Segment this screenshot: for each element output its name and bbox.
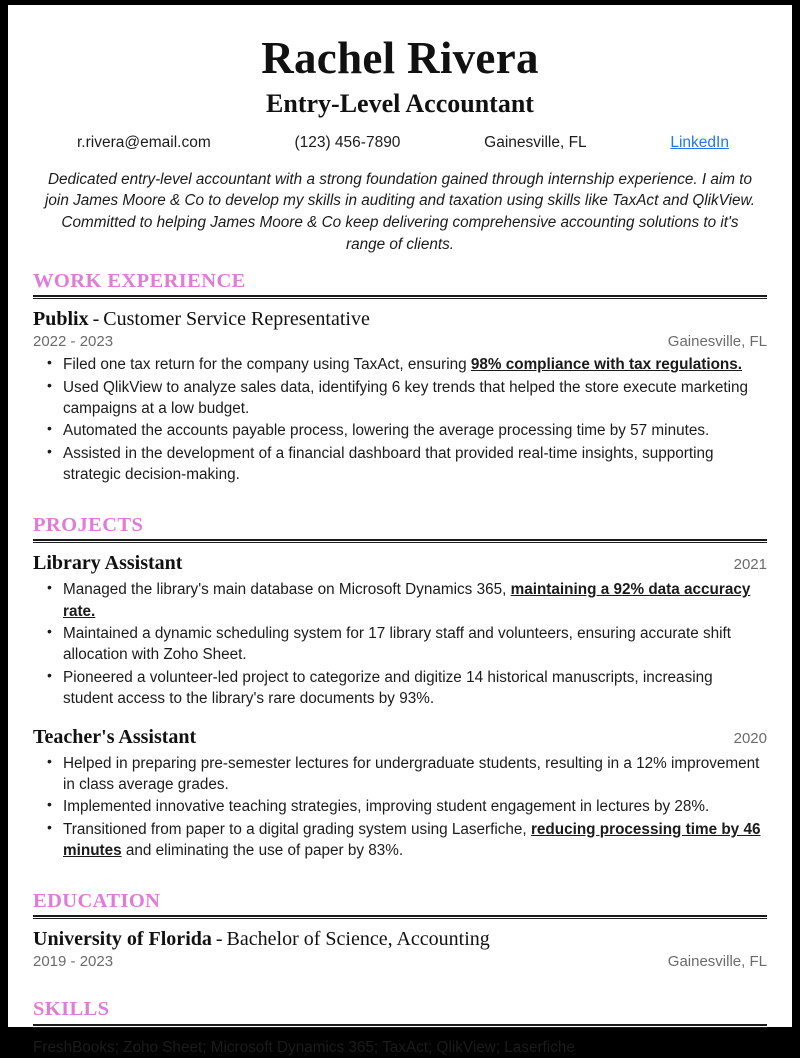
bullet-highlight: maintaining a 92% data accuracy rate. bbox=[63, 581, 751, 620]
project-entry-year: 2021 bbox=[733, 556, 767, 574]
section-divider bbox=[33, 539, 767, 543]
section-skills bbox=[33, 998, 767, 1058]
professional-summary: Dedicated entry-level accountant with a strong foundation gained through internship experience. I aim to join James Moore & Co to develop my skills in auditing and taxation using skills like TaxAct and QlikView. Committed to helping James Moore & Co keep delivering comprehensive accounting solutions to it's range of clients. bbox=[45, 170, 755, 253]
contact-location: Gainesville, FL bbox=[484, 133, 587, 151]
education-location: Gainesville, FL bbox=[667, 953, 767, 971]
education-entry-meta bbox=[33, 953, 767, 970]
project-entry-title: Teacher's Assistant bbox=[33, 725, 197, 748]
work-entry-organization: Publix bbox=[33, 308, 89, 331]
list-item bbox=[33, 443, 767, 486]
contact-email[interactable]: r.rivera@email.com bbox=[77, 133, 211, 151]
resume-page bbox=[8, 5, 792, 1056]
section-heading-education: EDUCATION bbox=[33, 889, 161, 912]
section-heading-skills: SKILLS bbox=[33, 998, 110, 1021]
job-title: Entry-Level Accountant bbox=[266, 89, 534, 119]
title-separator: - bbox=[215, 928, 223, 951]
list-item bbox=[33, 377, 767, 420]
section-divider bbox=[33, 1024, 767, 1028]
bullet-highlight: 98% compliance with tax regulations. bbox=[470, 356, 743, 374]
education-degree: Bachelor of Science, Accounting bbox=[226, 928, 490, 951]
bullet-text: Implemented innovative teaching strategies, improving student engagement in lectures by 28%. bbox=[63, 798, 710, 816]
project-entry bbox=[33, 725, 767, 862]
resume-header bbox=[33, 35, 767, 152]
list-item bbox=[33, 667, 767, 710]
section-spacer bbox=[33, 970, 767, 984]
contact-row bbox=[33, 134, 767, 152]
work-entry-title-row bbox=[33, 307, 767, 331]
work-entry-role: Customer Service Representative bbox=[103, 308, 370, 331]
section-heading-projects: PROJECTS bbox=[33, 513, 144, 536]
section-heading-work-experience: WORK EXPERIENCE bbox=[33, 269, 246, 292]
bullet-text: Automated the accounts payable process, lowering the average processing time by 57 minutes. bbox=[63, 422, 710, 440]
list-item bbox=[33, 354, 767, 375]
work-entry-bullets bbox=[33, 354, 767, 485]
project-entry-bullets bbox=[33, 579, 767, 709]
project-entry-title-row bbox=[33, 725, 767, 749]
education-dates: 2019 - 2023 bbox=[33, 953, 114, 971]
work-entry-title bbox=[33, 307, 370, 331]
project-entry-title-row bbox=[33, 551, 767, 575]
linkedin-link[interactable]: LinkedIn bbox=[670, 133, 729, 151]
education-entry-title bbox=[33, 927, 767, 951]
page-title: Rachel Rivera bbox=[261, 33, 539, 83]
project-entry-bullets bbox=[33, 753, 767, 862]
education-entry bbox=[33, 927, 767, 970]
bullet-text: Helped in preparing pre-semester lectures for undergraduate students, resulting in a 12% improvement in class average grades. bbox=[63, 754, 760, 793]
work-entry bbox=[33, 307, 767, 485]
contact-phone[interactable]: (123) 456-7890 bbox=[294, 133, 401, 151]
list-item bbox=[33, 623, 767, 666]
bullet-highlight: reducing processing time by 46 minutes bbox=[63, 820, 761, 860]
title-separator: - bbox=[92, 308, 100, 331]
project-entry bbox=[33, 551, 767, 709]
section-spacer bbox=[33, 862, 767, 876]
work-entry-location: Gainesville, FL bbox=[667, 333, 767, 351]
bullet-text: Assisted in the development of a financial dashboard that provided real-time insights, supporting strategic decision-making. bbox=[63, 444, 714, 484]
project-entry-title: Library Assistant bbox=[33, 552, 183, 575]
section-work-experience bbox=[33, 270, 767, 486]
bullet-text: Pioneered a volunteer-led project to categorize and digitize 14 historical manuscripts, increasing student access to the library's rare documents by 93%. bbox=[63, 668, 713, 708]
bullet-text: Transitioned from paper to a digital grading system using Laserfiche, bbox=[63, 820, 531, 838]
bullet-text-after: and eliminating the use of paper by 83%. bbox=[121, 842, 404, 860]
list-item bbox=[33, 420, 767, 441]
work-entry-meta bbox=[33, 333, 767, 350]
work-entry-dates: 2022 - 2023 bbox=[33, 333, 114, 351]
bullet-text: Filed one tax return for the company using TaxAct, ensuring bbox=[63, 356, 471, 374]
bullet-text: Maintained a dynamic scheduling system for 17 library staff and volunteers, ensuring accurate shift allocation with Zoho Sheet. bbox=[63, 624, 732, 664]
section-education bbox=[33, 890, 767, 971]
bullet-text: Used QlikView to analyze sales data, identifying 6 key trends that helped the store execute marketing campaigns at a low budget. bbox=[63, 378, 749, 417]
section-projects bbox=[33, 514, 767, 862]
skills-list: FreshBooks; Zoho Sheet; Microsoft Dynamics 365; TaxAct; QlikView; Laserfiche bbox=[33, 1038, 575, 1056]
list-item bbox=[33, 753, 767, 796]
education-school: University of Florida bbox=[33, 928, 212, 951]
section-divider bbox=[33, 295, 767, 299]
section-divider bbox=[33, 915, 767, 919]
bullet-text: Managed the library's main database on Microsoft Dynamics 365, bbox=[63, 581, 511, 599]
project-entry-year: 2020 bbox=[733, 729, 767, 747]
list-item bbox=[33, 579, 767, 622]
list-item bbox=[33, 796, 767, 817]
section-spacer bbox=[33, 486, 767, 500]
list-item bbox=[33, 819, 767, 862]
